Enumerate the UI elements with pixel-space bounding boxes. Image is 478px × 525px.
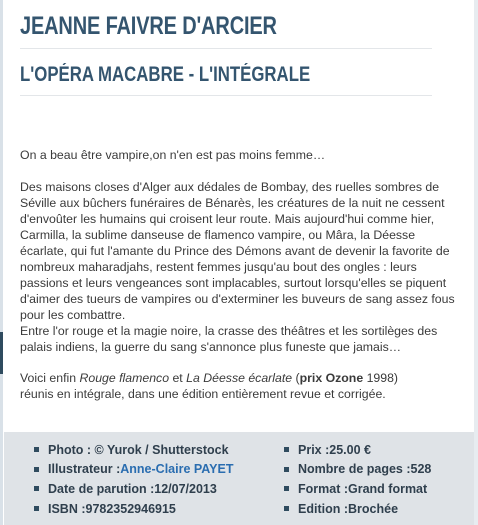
info-date (34, 479, 233, 499)
pages-label: Nombre de pages : (298, 462, 411, 477)
square-bullet-icon (34, 467, 39, 472)
square-bullet-icon (284, 486, 289, 491)
square-bullet-icon (34, 447, 39, 452)
book-title-1: Rouge flamenco (79, 371, 170, 385)
description-body (20, 179, 460, 355)
description-closing (20, 370, 460, 402)
date-value: 12/07/2013 (154, 481, 217, 496)
description-intro (20, 147, 460, 163)
pages-value: 528 (410, 462, 432, 477)
book-info-panel (4, 432, 474, 525)
square-bullet-icon (284, 467, 289, 472)
square-bullet-icon (34, 486, 39, 491)
info-photo (34, 440, 233, 460)
book-title: L'OPÉRA MACABRE - L'INTÉGRALE (20, 63, 311, 86)
isbn-value: 9782352946915 (85, 501, 176, 516)
left-border-accent (0, 332, 3, 374)
info-column-right (284, 440, 431, 518)
square-bullet-icon (34, 506, 39, 511)
author-name: JEANNE FAIVRE D'ARCIER (20, 12, 277, 40)
illustrator-link[interactable]: Anne-Claire PAYET (120, 462, 234, 477)
date-label: Date de parution : (48, 481, 155, 496)
photo-credit: Photo : © Yurok / Shutterstock (48, 442, 229, 457)
closing-and: et (169, 371, 187, 385)
divider (20, 95, 432, 96)
edition-label: Edition : (298, 501, 348, 516)
square-bullet-icon (284, 506, 289, 511)
prize-name: prix Ozone (299, 371, 364, 385)
info-isbn (34, 499, 233, 519)
isbn-label: ISBN : (48, 501, 86, 516)
closing-suffix: réunis en intégrale, dans une édition entièrement revue et corrigée. (20, 387, 386, 401)
price-value: 25.00 € (329, 442, 371, 457)
info-column-left (34, 440, 233, 518)
body-paragraph-1: Des maisons closes d'Alger aux dédales de Bombay, des ruelles sombres de Séville aux bûchers funéraires de Bénarès, les créatures de la nuit ne cessent d'envoûter les humains qui croisent leur route. Mais aujourd'hui comme hier, Carmilla, la sublime danseuse de flamenco vampire, ou Mâra, la Déesse écarlate, qui fut l'amante du Prince des Démons avant de devenir la favorite de nombreux maharadjahs, restent femmes jusqu'au bout des ongles : leurs passions et leurs vengeances sont implacables, surtout lorsqu'elles se piquent d'aimer des tueurs de vampires ou d'exterminer les buveurs de sang assez fous pour les combattre. (20, 180, 455, 322)
format-label: Format : (298, 481, 348, 496)
body-paragraph-2: Entre l'or rouge et la magie noire, la crasse des théâtres et les sortilèges des palais indiens, la guerre du sang s'annonce plus funeste que jamais… (20, 324, 438, 354)
info-format (284, 479, 431, 499)
divider (20, 48, 432, 49)
left-border (0, 0, 3, 525)
prize-open: ( (292, 371, 300, 385)
closing-prefix: Voici enfin (20, 371, 80, 385)
prize-close: 1998) (363, 371, 399, 385)
right-border (474, 0, 478, 525)
intro-text: On a beau être vampire,on n'en est pas moins femme… (20, 148, 326, 162)
info-edition (284, 499, 431, 519)
info-pages (284, 460, 431, 480)
book-title-2: La Déesse écarlate (186, 371, 293, 385)
format-value: Grand format (348, 481, 428, 496)
info-price (284, 440, 431, 460)
price-label: Prix : (298, 442, 330, 457)
edition-value: Brochée (348, 501, 399, 516)
info-illustrator (34, 460, 233, 480)
square-bullet-icon (284, 447, 289, 452)
illustrator-label: Illustrateur : (48, 462, 121, 477)
